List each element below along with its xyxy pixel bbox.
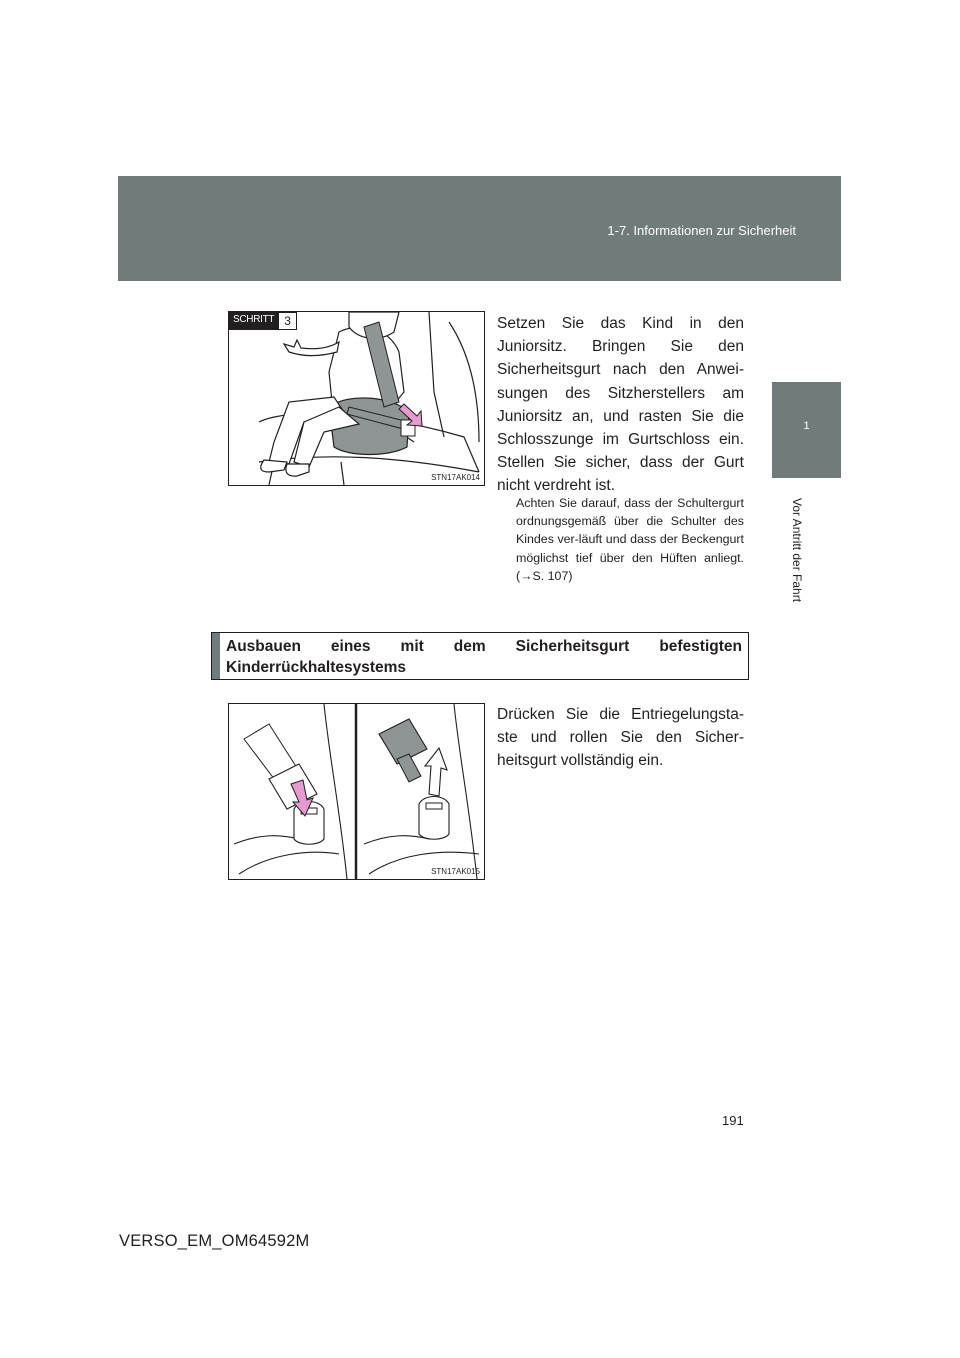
figure-buckle-release [228,703,485,880]
chapter-label [782,498,812,618]
section-heading-bar [212,633,220,679]
step3-instruction: Setzen Sie das Kind in den Juniorsitz. Bringen Sie den Sicherheitsgurt nach den Anwei-sungen des Sitzherstellers am Juniorsitz an, und rasten Sie die Schlosszunge im Gurtschloss ein. Stellen Sie sicher, dass der Gurt nicht verdreht ist. [497,315,744,495]
step-badge [229,312,297,330]
chapter-number: 1 [803,420,810,432]
step-number: 3 [278,312,297,330]
removal-instruction: Drücken Sie die Entriegelungsta-ste und rollen Sie den Sicher-heitsgurt vollständig ein. [497,706,744,770]
chapter-tab [772,382,841,478]
booster-seat-illustration [229,312,484,485]
section-title: 1-7. Informationen zur Sicherheit [607,223,796,238]
section-heading-text: Ausbauen eines mit dem Sicherheitsgurt befestigten Kinderrückhaltesystems [226,638,742,676]
figure-code: STN17AK014 [431,473,480,482]
chapter-label-text: Vor Antritt der Fahrt [790,498,804,603]
document-code: VERSO_EM_OM64592M [119,1232,310,1250]
step-label: SCHRITT [229,312,278,330]
section-heading [211,632,749,680]
safety-note: Achten Sie darauf, dass der Schultergurt ordnungsgemäß über die Schulter des Kindes ver-läuft und dass der Beckengurt möglichst tief über den Hüften anliegt. (→S. 107) [516,496,744,583]
header-band [118,176,841,281]
figure-booster-seat [228,311,485,486]
buckle-release-illustration [229,704,484,879]
page-number: 191 [722,1113,744,1128]
figure-code: STN17AK015 [431,867,480,876]
